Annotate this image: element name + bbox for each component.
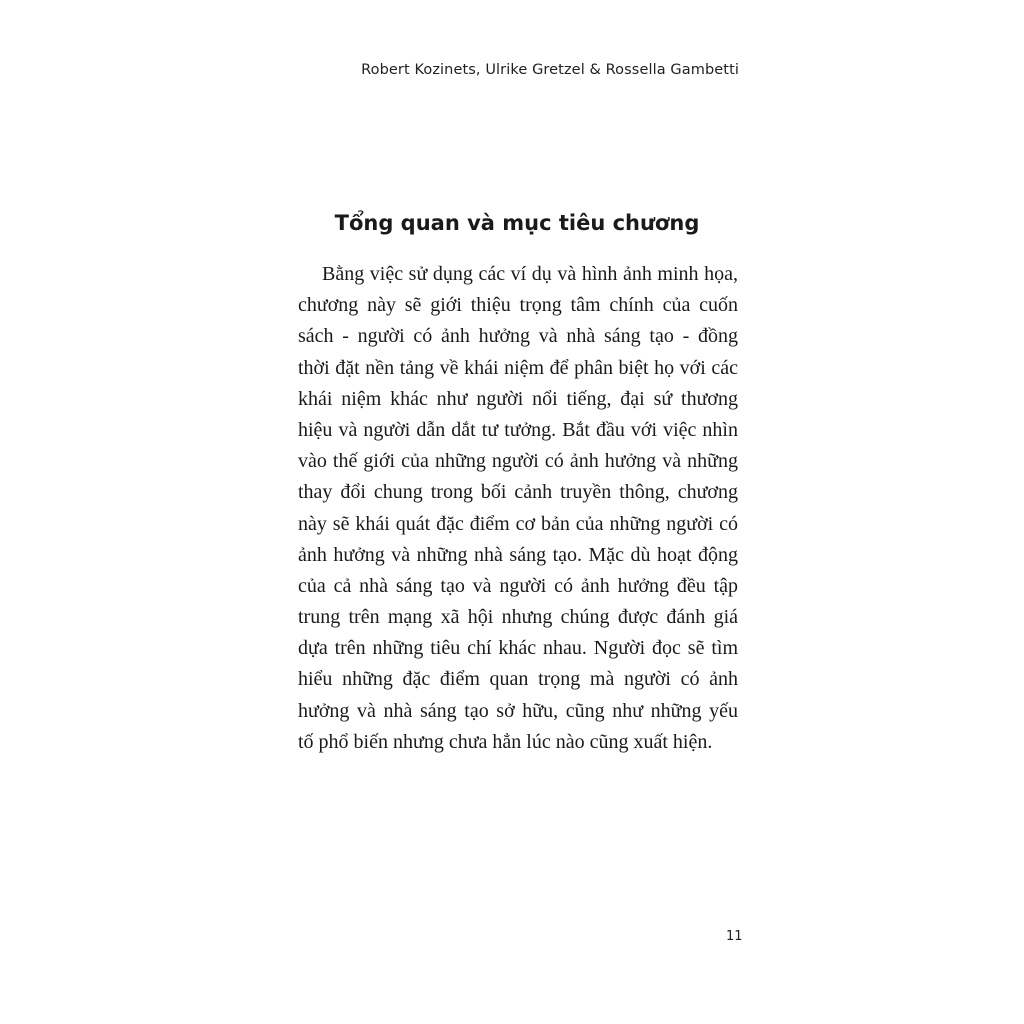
paragraph-line: chương này sẽ giới thiệu trọng tâm chính của cuốn bbox=[298, 294, 738, 317]
paragraph-line: hiệu và người dẫn dắt tư tưởng. Bắt đầu với việc nhìn bbox=[298, 418, 738, 441]
paragraph-line: vào thế giới của những người có ảnh hưởng và những bbox=[298, 450, 738, 473]
paragraph-line: khái niệm khác như người nổi tiếng, đại sứ thương bbox=[298, 387, 738, 410]
paragraph-line: ảnh hưởng và những nhà sáng tạo. Mặc dù hoạt động bbox=[298, 543, 738, 566]
running-header-authors: Robert Kozinets, Ulrike Gretzel & Rossella Gambetti bbox=[361, 62, 739, 78]
paragraph-line: hưởng và nhà sáng tạo sở hữu, cũng như những yếu bbox=[298, 699, 738, 722]
paragraph-line: của cả nhà sáng tạo và người có ảnh hưởng đều tập bbox=[298, 574, 738, 597]
paragraph-line: thay đổi chung trong bối cảnh truyền thông, chương bbox=[298, 481, 738, 504]
paragraph-line: này sẽ khái quát đặc điểm cơ bản của những người có bbox=[298, 512, 738, 535]
paragraph-line: dựa trên những tiêu chí khác nhau. Người đọc sẽ tìm bbox=[298, 637, 738, 660]
section-title: Tổng quan và mục tiêu chương bbox=[334, 211, 700, 235]
paragraph-line: trung trên mạng xã hội nhưng chúng được đánh giá bbox=[298, 606, 738, 629]
page-number: 11 bbox=[726, 929, 743, 944]
paragraph-line: sách - người có ảnh hưởng và nhà sáng tạo - đồng bbox=[298, 325, 738, 348]
paragraph-line: Bằng việc sử dụng các ví dụ và hình ảnh minh họa, bbox=[322, 263, 738, 285]
body-paragraph bbox=[298, 259, 738, 758]
paragraph-line: thời đặt nền tảng về khái niệm để phân biệt họ với các bbox=[298, 356, 738, 379]
paragraph-line: hiểu những đặc điểm quan trọng mà người có ảnh bbox=[298, 668, 738, 691]
paragraph-line: tố phổ biến nhưng chưa hẳn lúc nào cũng xuất hiện. bbox=[298, 730, 713, 753]
